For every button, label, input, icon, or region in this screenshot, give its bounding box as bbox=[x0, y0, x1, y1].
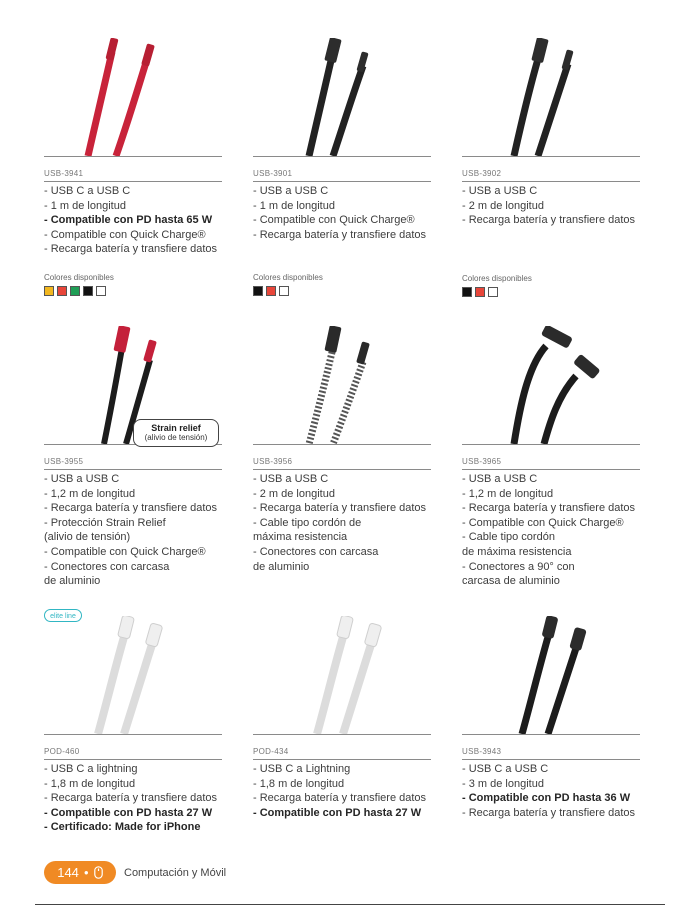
feature-item: de máxima resistencia bbox=[462, 545, 572, 558]
feature-item: - USB a USB C bbox=[462, 185, 538, 197]
feature-list bbox=[462, 762, 640, 820]
feature-item: - USB C a Lightning bbox=[253, 763, 351, 775]
product-sku: POD-434 bbox=[253, 747, 289, 756]
divider bbox=[44, 469, 222, 470]
cable-image bbox=[44, 326, 222, 444]
cable-image bbox=[462, 616, 640, 734]
color-swatch bbox=[57, 286, 67, 296]
cable-image bbox=[462, 326, 640, 444]
feature-item: - Recarga batería y transfiere datos bbox=[462, 806, 636, 819]
color-swatches bbox=[44, 286, 222, 296]
feature-item: - USB C a USB C bbox=[44, 185, 131, 197]
color-swatch bbox=[462, 287, 472, 297]
cable-image bbox=[253, 326, 431, 444]
cable-illustration bbox=[462, 38, 640, 156]
cable-image bbox=[44, 616, 222, 734]
color-swatch bbox=[70, 286, 80, 296]
product-sku: USB-3943 bbox=[462, 747, 502, 756]
product-sku: USB-3901 bbox=[253, 169, 293, 178]
cable-image bbox=[253, 616, 431, 734]
feature-item: - Recarga batería y transfiere datos bbox=[44, 502, 218, 515]
divider bbox=[462, 181, 640, 182]
color-swatch bbox=[266, 286, 276, 296]
elite-line-badge: elite line bbox=[44, 609, 82, 622]
feature-item: - USB C a lightning bbox=[44, 763, 138, 775]
cable-illustration bbox=[462, 616, 640, 734]
color-swatch bbox=[279, 286, 289, 296]
feature-item: - 1 m de longitud bbox=[44, 199, 126, 212]
feature-item: (alivio de tensión) bbox=[44, 531, 131, 544]
cable-illustration bbox=[253, 326, 431, 444]
color-swatch bbox=[488, 287, 498, 297]
feature-item: - Recarga batería y transfiere datos bbox=[253, 502, 427, 515]
color-swatch bbox=[83, 286, 93, 296]
product-card-usb-3955 bbox=[44, 326, 222, 589]
feature-item: - Compatible con PD hasta 27 W bbox=[253, 806, 422, 819]
feature-item: - 1,2 m de longitud bbox=[462, 487, 554, 500]
feature-list bbox=[253, 184, 431, 242]
feature-list bbox=[462, 472, 640, 589]
divider bbox=[462, 469, 640, 470]
divider bbox=[44, 734, 222, 735]
product-sku: USB-3955 bbox=[44, 457, 84, 466]
cable-illustration bbox=[44, 38, 222, 156]
feature-item: - Compatible con Quick Charge® bbox=[44, 228, 206, 241]
product-sku: POD-460 bbox=[44, 747, 80, 756]
product-card-usb-3901 bbox=[253, 38, 431, 296]
callout-subtitle: (alivio de tensión) bbox=[144, 433, 208, 442]
divider bbox=[44, 156, 222, 157]
feature-item: - Recarga batería y transfiere datos bbox=[253, 792, 427, 805]
color-swatches bbox=[253, 286, 431, 296]
product-sku: USB-3965 bbox=[462, 457, 502, 466]
divider bbox=[462, 444, 640, 445]
feature-item: - USB a USB C bbox=[44, 473, 120, 485]
colors-label: Colores disponibles bbox=[462, 273, 532, 283]
colors-label: Colores disponibles bbox=[44, 272, 114, 282]
feature-item: - USB a USB C bbox=[253, 185, 329, 197]
bullet-icon: ● bbox=[83, 868, 89, 877]
cable-illustration bbox=[253, 616, 431, 734]
feature-item: - Compatible con PD hasta 27 W bbox=[44, 806, 213, 819]
divider bbox=[253, 734, 431, 735]
feature-item: - Compatible con Quick Charge® bbox=[462, 516, 624, 529]
divider bbox=[462, 759, 640, 760]
cable-illustration bbox=[44, 616, 222, 734]
feature-item: carcasa de aluminio bbox=[462, 575, 560, 588]
feature-item: - 1,8 m de longitud bbox=[253, 777, 345, 790]
feature-item: - 1,2 m de longitud bbox=[44, 487, 136, 500]
product-sku: USB-3902 bbox=[462, 169, 502, 178]
divider bbox=[253, 181, 431, 182]
feature-list bbox=[44, 762, 222, 835]
product-card-pod-434 bbox=[253, 616, 431, 820]
color-swatch bbox=[44, 286, 54, 296]
page-number: 144 bbox=[57, 865, 79, 880]
divider bbox=[253, 156, 431, 157]
color-swatches bbox=[462, 287, 640, 297]
section-title: Computación y Móvil bbox=[124, 866, 227, 879]
product-card-usb-3943 bbox=[462, 616, 640, 820]
feature-item: - Conectores con carcasa bbox=[44, 560, 170, 573]
divider bbox=[462, 156, 640, 157]
cable-image bbox=[253, 38, 431, 156]
page-number-pill bbox=[44, 861, 116, 884]
callout-title: Strain relief bbox=[151, 423, 201, 433]
feature-item: - Recarga batería y transfiere datos bbox=[44, 792, 218, 805]
cable-image bbox=[462, 38, 640, 156]
feature-item: - Certificado: Made for iPhone bbox=[44, 821, 201, 834]
product-card-usb-3965 bbox=[462, 326, 640, 589]
feature-item: - Compatible con Quick Charge® bbox=[44, 545, 206, 558]
product-card-usb-3956 bbox=[253, 326, 431, 574]
feature-item: - Protección Strain Relief bbox=[44, 516, 166, 529]
feature-item: - Recarga batería y transfiere datos bbox=[462, 214, 636, 227]
strain-relief-callout bbox=[133, 419, 219, 447]
divider bbox=[462, 734, 640, 735]
divider bbox=[44, 759, 222, 760]
color-swatch bbox=[253, 286, 263, 296]
feature-item: de aluminio bbox=[253, 560, 310, 573]
feature-item: máxima resistencia bbox=[253, 531, 348, 544]
color-swatch bbox=[475, 287, 485, 297]
feature-item: de aluminio bbox=[44, 575, 101, 588]
product-card-usb-3941 bbox=[44, 38, 222, 296]
colors-label: Colores disponibles bbox=[253, 273, 323, 283]
feature-list bbox=[253, 472, 431, 574]
product-sku: USB-3941 bbox=[44, 169, 84, 178]
divider bbox=[44, 181, 222, 182]
feature-item: - Compatible con PD hasta 65 W bbox=[44, 214, 213, 227]
product-card-usb-3902 bbox=[462, 38, 640, 297]
feature-item: - Conectores a 90° con bbox=[462, 560, 575, 573]
product-sku: USB-3956 bbox=[253, 457, 293, 466]
feature-item: - 1,8 m de longitud bbox=[44, 777, 136, 790]
mouse-icon bbox=[94, 866, 103, 879]
feature-item: - Compatible con PD hasta 36 W bbox=[462, 792, 631, 805]
feature-item: - 3 m de longitud bbox=[462, 777, 544, 790]
feature-list bbox=[253, 762, 431, 820]
cable-image bbox=[44, 38, 222, 156]
feature-item: - Compatible con Quick Charge® bbox=[253, 214, 415, 227]
divider bbox=[253, 444, 431, 445]
feature-item: - USB a USB C bbox=[462, 473, 538, 485]
feature-item: - 1 m de longitud bbox=[253, 199, 335, 212]
divider bbox=[253, 759, 431, 760]
feature-item: - USB C a USB C bbox=[462, 763, 549, 775]
feature-item: - Cable tipo cordón de bbox=[253, 516, 362, 529]
feature-item: - USB a USB C bbox=[253, 473, 329, 485]
feature-item: - Recarga batería y transfiere datos bbox=[462, 502, 636, 515]
page-footer bbox=[44, 861, 226, 884]
color-swatch bbox=[96, 286, 106, 296]
feature-item: - 2 m de longitud bbox=[462, 199, 544, 212]
feature-item: - Conectores con carcasa bbox=[253, 545, 379, 558]
feature-item: - Cable tipo cordón bbox=[462, 531, 555, 544]
feature-list bbox=[462, 184, 640, 228]
cable-illustration bbox=[253, 38, 431, 156]
feature-item: - Recarga batería y transfiere datos bbox=[44, 243, 218, 256]
feature-list bbox=[44, 472, 222, 589]
feature-item: - Recarga batería y transfiere datos bbox=[253, 228, 427, 241]
feature-list bbox=[44, 184, 222, 257]
divider bbox=[253, 469, 431, 470]
product-card-pod-460 bbox=[44, 616, 222, 835]
feature-item: - 2 m de longitud bbox=[253, 487, 335, 500]
cable-illustration bbox=[462, 326, 640, 444]
